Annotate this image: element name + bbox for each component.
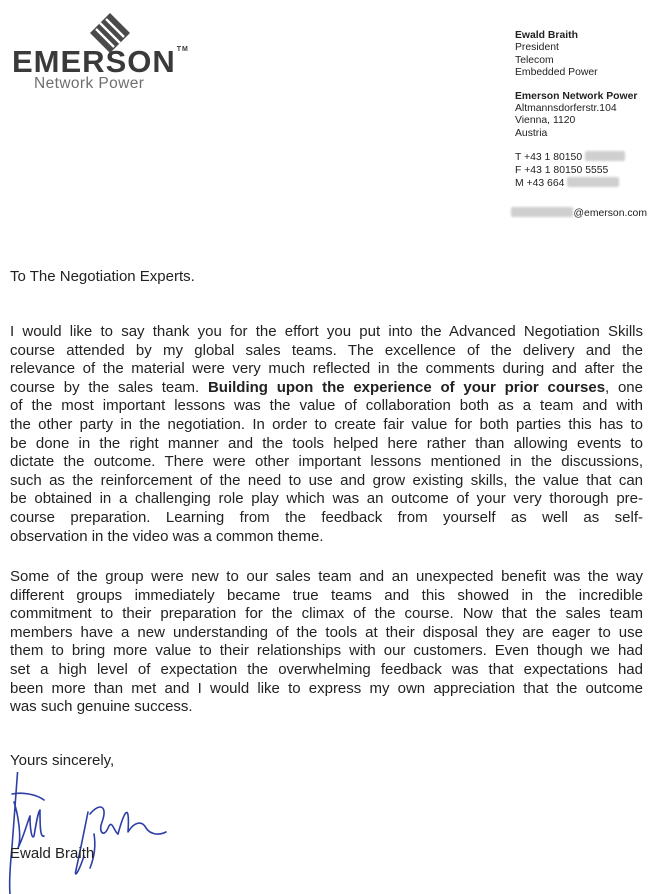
paragraph-line: set a high level of expectation the overwhelming feedback was that expectations had: [10, 660, 643, 678]
redacted-block: [585, 151, 625, 161]
body-paragraph-1: [10, 323, 643, 546]
redacted-block: [567, 177, 619, 187]
paragraph-line: observation in the video was a common theme.: [10, 527, 324, 545]
sender-mobile-row: [515, 177, 637, 190]
sender-block: [515, 30, 637, 190]
sender-phone: T +43 1 80150: [515, 152, 583, 164]
paragraph-line: commitment to their preparation for the climax of the course. Now that the sales team: [10, 605, 643, 623]
paragraph-line: them to bring more value to their relationships with our customers. Even though we had: [10, 642, 643, 660]
sender-phone-row: [515, 151, 637, 164]
line-text: course by the sales team.: [10, 378, 208, 396]
paragraph-line: different groups immediately became true teams and this showed in the incredible: [10, 586, 643, 604]
closing: Yours sincerely,: [10, 752, 115, 769]
trademark-mark: TM: [176, 46, 189, 53]
sender-title: President: [515, 42, 559, 54]
body-paragraph-2: [10, 568, 643, 717]
email-domain: @emerson.com: [573, 208, 647, 219]
sender-dept-2: Embedded Power: [515, 67, 598, 79]
paragraph-line: be obtained in a challenging role play which was an outcome of your very thorough pre-: [10, 490, 643, 508]
paragraph-line: the other party in the negotiation. In order to create fair value for both parties this has to: [10, 415, 643, 433]
brand-wordmark: [12, 46, 189, 77]
sender-mobile: M +43 664: [515, 178, 565, 190]
sender-street: Altmannsdorferstr.104: [515, 103, 617, 115]
paragraph-line: be done in the right manner and the tools helped here rather than allowing events to: [10, 434, 643, 452]
line-text: , one: [605, 378, 643, 396]
paragraph-line: been more than met and I would like to express my own appreciation that the outcome: [10, 679, 643, 697]
redacted-block: [511, 207, 573, 217]
paragraph-line: Some of the group were new to our sales team and an unexpected benefit was the way: [10, 568, 643, 585]
sender-dept: Telecom: [515, 54, 554, 66]
sender-city: Vienna, 1120: [515, 115, 576, 127]
salutation: To The Negotiation Experts.: [10, 268, 195, 285]
paragraph-line: course attended by my global sales teams. The excellence of the delivery and the: [10, 341, 643, 359]
paragraph-line: relevance of the material were very much reflected in the comments during and after the: [10, 360, 643, 378]
sender-fax: F +43 1 80150 5555: [515, 164, 609, 176]
paragraph-line: of the most important lessons was the value of collaboration both as a team and with: [10, 397, 643, 415]
paragraph-line: course preparation. Learning from the feedback from yourself as well as self-: [10, 508, 643, 526]
brand-division: Network Power: [34, 75, 145, 92]
paragraph-line: members have a new understanding of the tools at their disposal they are eager to use: [10, 623, 643, 641]
paragraph-line: such as the reinforcement of the need to use and grow existing skills, the value that can: [10, 471, 643, 489]
paragraph-line: was such genuine success.: [10, 698, 193, 716]
sender-company: Emerson Network Power: [515, 90, 638, 102]
handwritten-signature-icon: [0, 772, 170, 894]
paragraph-line: [10, 379, 643, 398]
brand-name: EMERSON: [12, 44, 176, 79]
paragraph-line: I would like to say thank you for the effort you put into the Advanced Negotiation Skills: [10, 323, 643, 340]
paragraph-line: dictate the outcome. There were other important lessons mentioned in the discussions,: [10, 453, 643, 471]
sender-name: Ewald Braith: [515, 30, 578, 41]
sender-email: [511, 207, 648, 219]
sender-country: Austria: [515, 127, 548, 139]
signer-name: Ewald Braith: [10, 845, 95, 862]
emphasis-text: Building upon the experience of your prior courses: [207, 378, 606, 396]
